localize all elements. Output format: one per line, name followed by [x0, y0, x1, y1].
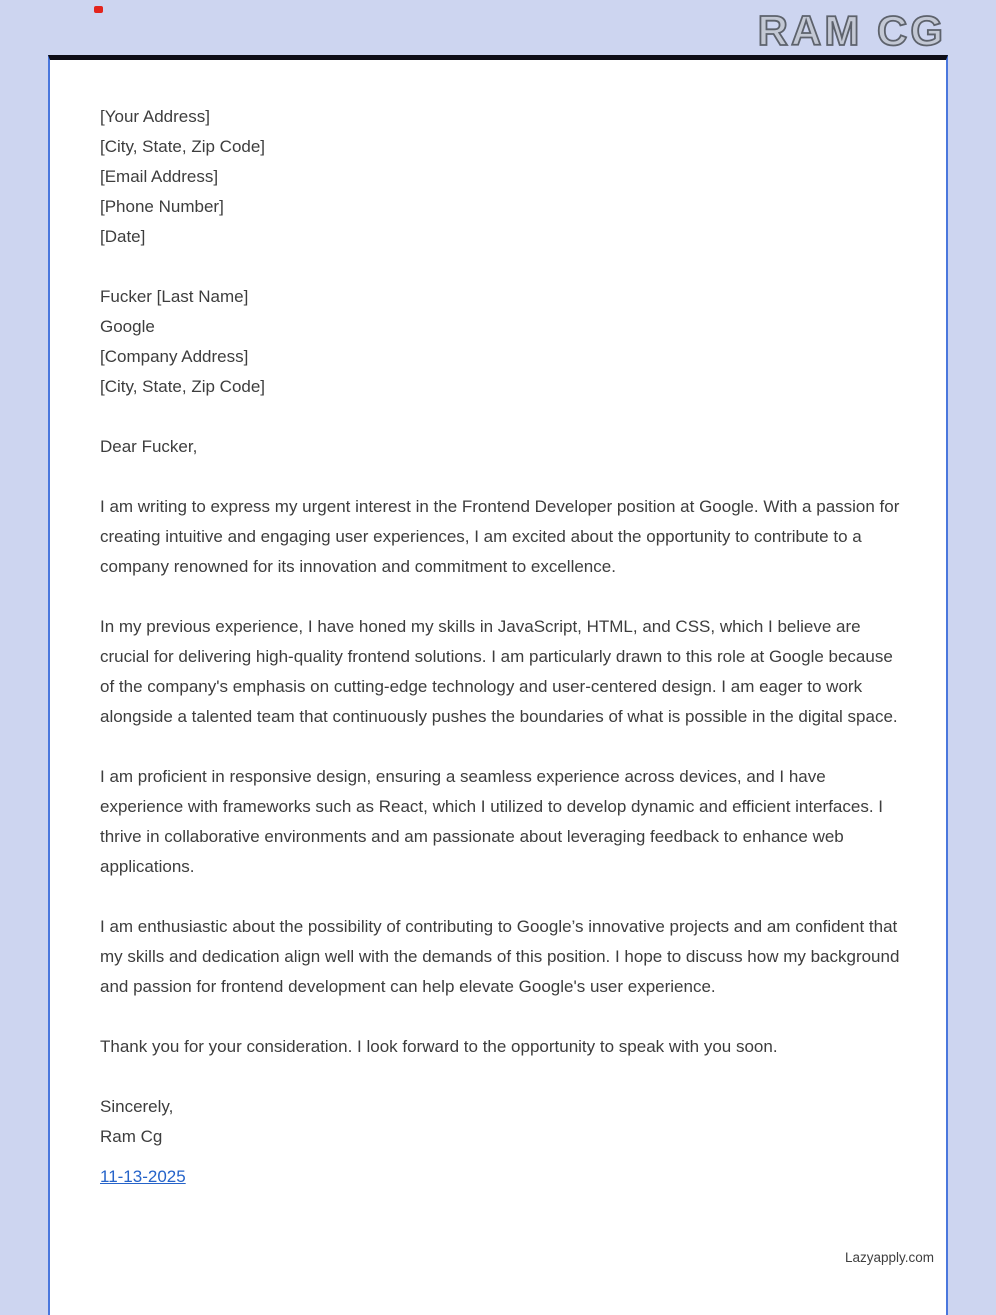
salutation: Dear Fucker, — [100, 437, 198, 456]
sender-address-line: [Your Address] — [100, 107, 210, 126]
sender-address-line: [Date] — [100, 227, 146, 246]
recipient-company: Google — [100, 317, 155, 336]
body-paragraph: I am writing to express my urgent interest in the Frontend Developer position at Google. With a passion for creating intuitive and engaging user experiences, I am excited about the opportunity to contribute to a company renowned for its innovation and commitment to excellence. — [100, 497, 900, 576]
closing: Sincerely, — [100, 1097, 174, 1116]
body-paragraph: In my previous experience, I have honed my skills in JavaScript, HTML, and CSS, which I believe are crucial for delivering high-quality frontend solutions. I am particularly drawn to this role at Google because of the company's emphasis on cutting-edge technology and user-centered design. I am eager to work alongside a talented team that continuously pushes the boundaries of what is possible in the digital space. — [100, 617, 898, 726]
body-paragraph: I am proficient in responsive design, ensuring a seamless experience across devices, and I have experience with frameworks such as React, which I utilized to develop dynamic and efficient interfaces. I thrive in collaborative environments and am passionate about leveraging feedback to enhance web applications. — [100, 767, 884, 876]
signature: Ram Cg — [100, 1127, 163, 1146]
recipient-address-block — [100, 282, 900, 402]
lazyapply-link[interactable]: Lazyapply.com — [844, 1250, 934, 1265]
body-paragraph: I am enthusiastic about the possibility of contributing to Google’s innovative projects and am confident that my skills and dedication align well with the demands of this position. I hope to discuss how my background and passion for frontend development can help elevate Google's user experience. — [100, 917, 900, 996]
closing-block — [100, 1092, 900, 1152]
sender-address-line: [Email Address] — [100, 167, 219, 186]
sender-address-block — [100, 102, 900, 252]
brand-logo: RAM CG — [757, 7, 946, 54]
recipient-name: Fucker [Last Name] — [100, 287, 249, 306]
sender-address-line: [Phone Number] — [100, 197, 224, 216]
date-link[interactable]: 11-13-2025 — [100, 1167, 186, 1186]
recipient-address-line: [Company Address] — [100, 347, 249, 366]
letter-content — [50, 60, 946, 1192]
body-paragraph: Thank you for your consideration. I look forward to the opportunity to speak with you soon. — [100, 1037, 778, 1056]
letter-page — [48, 55, 948, 1315]
red-marker-icon — [94, 6, 103, 13]
sender-address-line: [City, State, Zip Code] — [100, 137, 266, 156]
recipient-address-line: [City, State, Zip Code] — [100, 377, 266, 396]
